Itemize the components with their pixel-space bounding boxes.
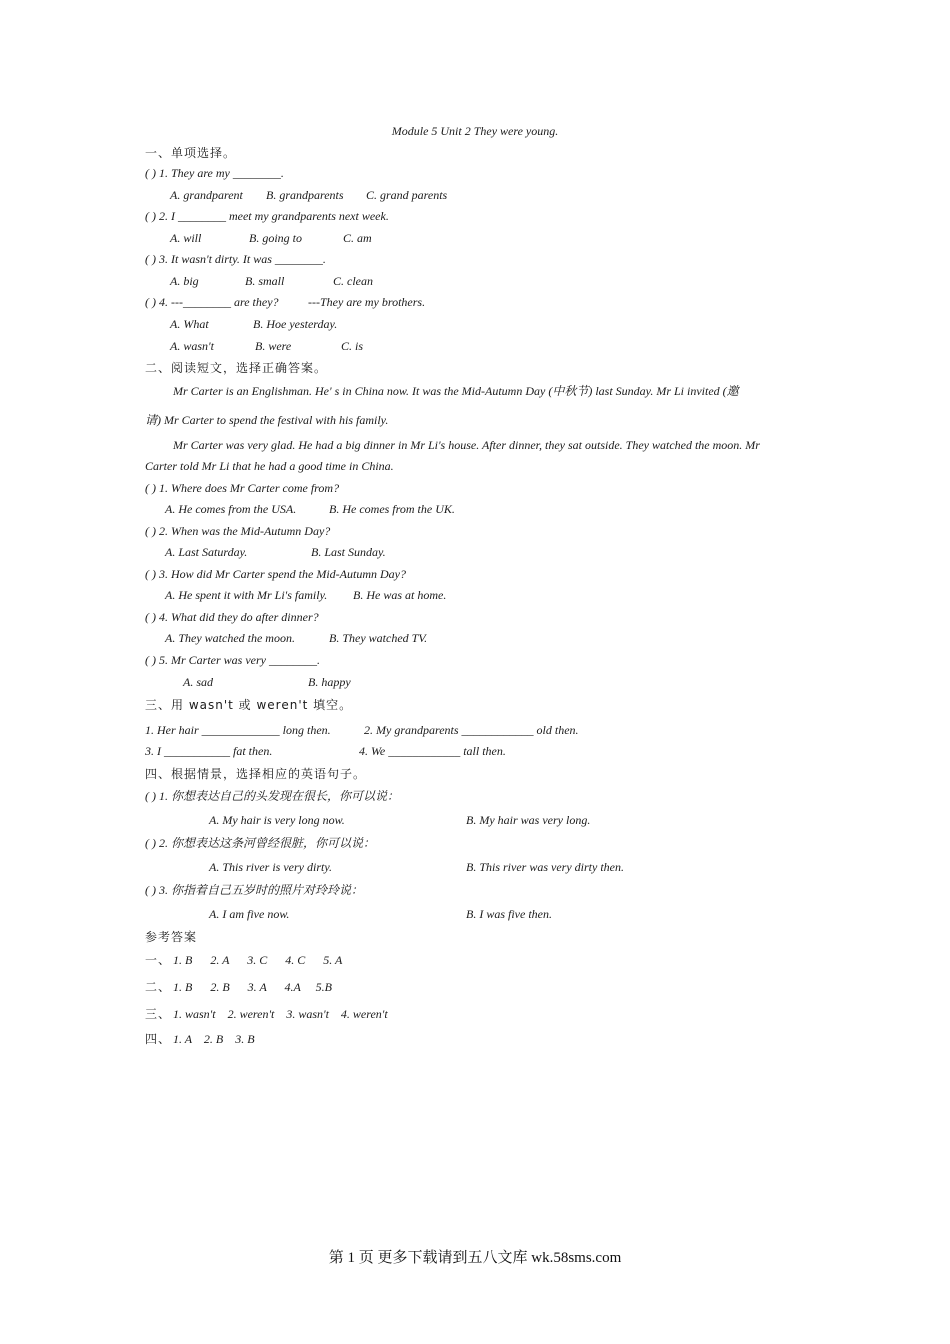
option: B. They watched TV. <box>329 631 428 645</box>
answer-values: 1. A 2. B 3. B <box>173 1032 255 1046</box>
option: A. sad <box>183 675 213 689</box>
option: C. grand parents <box>366 188 448 202</box>
answer-text: ---They are my brothers. <box>308 295 426 309</box>
passage-line: 请) Mr Carter to spend the festival with his family. <box>145 413 389 427</box>
section-heading-3: 三、用 wasn't 或 weren't 填空。 <box>145 698 353 712</box>
option: A. big <box>170 274 199 288</box>
option: A. grandparent <box>170 188 243 202</box>
option: A. I am five now. <box>209 907 290 921</box>
option: B. He comes from the UK. <box>329 502 455 516</box>
question-2-5: ( ) 5. Mr Carter was very ________. <box>145 653 320 667</box>
question-2-1: ( ) 1. Where does Mr Carter come from? <box>145 481 340 495</box>
fill-item: 3. I ___________ fat then. <box>145 744 273 758</box>
option: C. am <box>343 231 372 245</box>
question-2-3: ( ) 3. How did Mr Carter spend the Mid-Autumn Day? <box>145 567 406 581</box>
answer-label: 一、 <box>145 953 172 967</box>
answers-heading: 参考答案 <box>145 930 198 944</box>
option: A. will <box>170 231 202 245</box>
option: B. happy <box>308 675 351 689</box>
answer-values: 1. wasn't 2. weren't 3. wasn't 4. weren't <box>173 1007 388 1021</box>
answer-values: 1. B 2. B 3. A 4.A 5.B <box>173 980 332 994</box>
section-heading-2: 二、阅读短文，选择正确答案。 <box>145 361 328 375</box>
option: B. This river was very dirty then. <box>466 860 624 874</box>
option: C. clean <box>333 274 373 288</box>
option: B. were <box>255 339 292 353</box>
section-heading-4: 四、根据情景，选择相应的英语句子。 <box>145 767 367 781</box>
option: B. grandparents <box>266 188 344 202</box>
option: B. Last Sunday. <box>311 545 386 559</box>
option: A. He comes from the USA. <box>165 502 297 516</box>
option: A. What <box>170 317 209 331</box>
option: A. They watched the moon. <box>165 631 295 645</box>
question-4-3: ( ) 3. 你指着自己五岁时的照片对玲玲说： <box>145 883 363 897</box>
answer-values: 1. B 2. A 3. C 4. C 5. A <box>173 953 343 967</box>
answer-label: 三、 <box>145 1007 172 1021</box>
answer-label: 四、 <box>145 1032 172 1046</box>
option: B. My hair was very long. <box>466 813 591 827</box>
option: A. He spent it with Mr Li's family. <box>165 588 328 602</box>
question-1-1: ( ) 1. They are my ________. <box>145 166 284 180</box>
option: C. is <box>341 339 364 353</box>
question-2-4: ( ) 4. What did they do after dinner? <box>145 610 319 624</box>
option: B. Hoe yesterday. <box>253 317 338 331</box>
question-2-2: ( ) 2. When was the Mid-Autumn Day? <box>145 524 331 538</box>
option: B. small <box>245 274 285 288</box>
fill-item: 4. We ____________ tall then. <box>359 744 506 758</box>
question-4-2: ( ) 2. 你想表达这条河曾经很脏，你可以说： <box>145 836 375 850</box>
option: A. Last Saturday. <box>165 545 248 559</box>
option: B. He was at home. <box>353 588 447 602</box>
question-text: ( ) 4. ---________ are they? <box>145 295 279 309</box>
section-heading-1: 一、单项选择。 <box>145 146 237 160</box>
question-1-3: ( ) 3. It wasn't dirty. It was ________. <box>145 252 326 266</box>
passage-line: Carter told Mr Li that he had a good time in China. <box>145 459 394 473</box>
option: B. going to <box>249 231 302 245</box>
option: B. I was five then. <box>466 907 552 921</box>
option: A. My hair is very long now. <box>209 813 345 827</box>
option: A. wasn't <box>170 339 214 353</box>
passage-line: Mr Carter is an Englishman. He' s in China now. It was the Mid-Autumn Day (中秋节) last Sunday. Mr Li invited (邀 <box>173 384 739 398</box>
fill-item: 2. My grandparents ____________ old then. <box>364 723 579 737</box>
answer-label: 二、 <box>145 980 172 994</box>
option: A. This river is very dirty. <box>209 860 332 874</box>
page-title: Module 5 Unit 2 They were young. <box>391 124 559 138</box>
page-footer: 第 1 页 更多下载请到五八文库 wk.58sms.com <box>328 1250 622 1266</box>
passage-line: Mr Carter was very glad. He had a big dinner in Mr Li's house. After dinner, they sat outside. They watched the moon. Mr <box>173 438 760 452</box>
fill-item: 1. Her hair _____________ long then. <box>145 723 331 737</box>
question-4-1: ( ) 1. 你想表达自己的头发现在很长，你可以说： <box>145 789 399 803</box>
question-1-2: ( ) 2. I ________ meet my grandparents next week. <box>145 209 389 223</box>
